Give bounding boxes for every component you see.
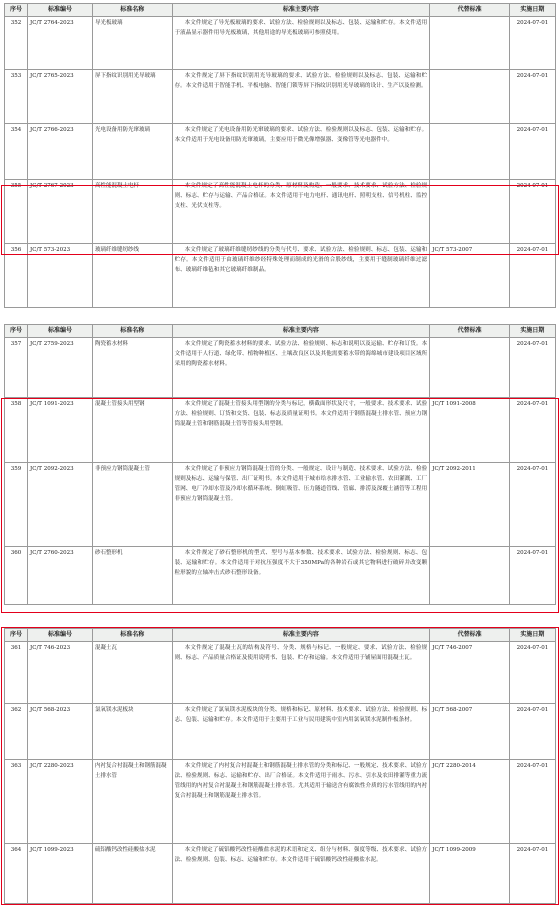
row-content: 本文件规定了氯氧镁水泥板块的分类、规格和标记、原材料、技术要求、试验方法、检验规则、标志、包装、运输和贮存。本文件适用于主要用于工业与民用建筑中室内用氯氧镁水泥制作板条材。 xyxy=(172,704,430,760)
row-content: 本文件规定了导光板玻璃的要求、试验方法、检验规则以及标志、包装、运输和贮存。本文件适用于液晶显示器件用导光板玻璃，其他用途的导光板玻璃可参照使用。 xyxy=(172,17,430,70)
table-row xyxy=(5,398,556,463)
row-replaces: JC/T 1091-2008 xyxy=(430,398,510,463)
row-date: 2024-07-01 xyxy=(509,760,555,844)
header-name: 标准名称 xyxy=(92,325,172,338)
header-replaces: 代替标准 xyxy=(430,4,510,17)
row-no: 354 xyxy=(5,124,28,180)
header-no: 序号 xyxy=(5,629,28,642)
row-date: 2024-07-01 xyxy=(509,244,555,308)
row-name: 混凝土管接头用型钢 xyxy=(92,398,172,463)
header-code: 标准编号 xyxy=(28,629,93,642)
row-name: 硫铝酸钙改性硅酸盐水泥 xyxy=(92,844,172,904)
row-replaces xyxy=(430,180,510,244)
row-replaces xyxy=(430,70,510,124)
table-row xyxy=(5,244,556,308)
row-name: 砂石整形机 xyxy=(92,547,172,605)
header-date: 实施日期 xyxy=(509,629,555,642)
row-no: 363 xyxy=(5,760,28,844)
standards-table-3 xyxy=(4,628,556,904)
row-replaces: JC/T 573-2007 xyxy=(430,244,510,308)
row-code: JC/T 2766-2023 xyxy=(28,124,93,180)
row-no: 357 xyxy=(5,338,28,398)
row-replaces: JC/T 2092-2011 xyxy=(430,463,510,547)
row-name: 玻璃纤维缝纫纱线 xyxy=(92,244,172,308)
row-content: 本文件规定了硫铝酸钙改性硅酸盐水泥的术语和定义、组分与材料、强度等级、技术要求、试验方法、检验规则、包装、标志、运输和贮存。本文件适用于硫铝酸钙改性硅酸盐水泥。 xyxy=(172,844,430,904)
header-replaces: 代替标准 xyxy=(430,325,510,338)
row-content: 本文件规定了高性能混凝土电杆的分类、原材料及构造、一般要求、技术要求、试验方法、检验规则、标志、贮存与运输、产品合格证。本文件适用于电力电杆、通讯电杆、照明支柱、信号机柱、监控支柱、光伏支柱等。 xyxy=(172,180,430,244)
row-no: 356 xyxy=(5,244,28,308)
table-row xyxy=(5,17,556,70)
header-no: 序号 xyxy=(5,325,28,338)
row-no: 352 xyxy=(5,17,28,70)
row-name: 非预应力钢筒混凝土管 xyxy=(92,463,172,547)
row-date: 2024-07-01 xyxy=(509,338,555,398)
row-date: 2024-07-01 xyxy=(509,642,555,704)
header-name: 标准名称 xyxy=(92,4,172,17)
table-row xyxy=(5,704,556,760)
row-content: 本文件规定了屏下指纹识别用光导玻璃的要求、试验方法、检验规则以及标志、包装、运输和贮存。本文件适用于智能手机、平板电脑、智能门锁等屏下指纹识别用光导玻璃的设计、生产以及检测。 xyxy=(172,70,430,124)
row-content: 本文件规定了内衬复合衬混凝土和钢筋混凝土排水管的分类和标记、一般规定、技术要求、试验方法、检验规则、标志、运输和贮存、出厂合格证。本文件适用于雨水、污水、引水及农田排灌等重力流管线用的内衬复合衬混凝土和钢筋混凝土排水管。尤其适用于输送含有腐蚀性介质的污水管线用的内衬复合衬混凝土和钢筋混凝土排水管。 xyxy=(172,760,430,844)
row-code: JC/T 746-2023 xyxy=(28,642,93,704)
table-row xyxy=(5,760,556,844)
row-replaces xyxy=(430,124,510,180)
header-date: 实施日期 xyxy=(509,4,555,17)
table-row xyxy=(5,642,556,704)
row-name: 导光板玻璃 xyxy=(92,17,172,70)
row-no: 362 xyxy=(5,704,28,760)
row-name: 陶瓷蓄水材料 xyxy=(92,338,172,398)
row-code: JC/T 2092-2023 xyxy=(28,463,93,547)
row-code: JC/T 1099-2023 xyxy=(28,844,93,904)
row-date: 2024-07-01 xyxy=(509,844,555,904)
row-content: 本文件规定了非预应力钢筒混凝土管的分类、一般规定、设计与制造、技术要求、试验方法、检验规则及标志、运输与保管、出厂证明书。本文件适用于城市给水排水管、工业输水管、农田灌溉、工厂管网、电厂冷却水管及冷却水循环系统、倒虹吸管、压力隧道管线、管廊、排涝及深覆土涵管等工程用非预应力钢筒混凝土管。 xyxy=(172,463,430,547)
table-row xyxy=(5,124,556,180)
row-no: 359 xyxy=(5,463,28,547)
header-replaces: 代替标准 xyxy=(430,629,510,642)
row-content: 本文件规定了光电设备用防光窜玻璃的要求、试验方法、检验规则以及标志、包装、运输和贮存。本文件适用于光电设备用防光窜玻璃，主要应用于微光像增强器、变像管等光电器件中。 xyxy=(172,124,430,180)
row-code: JC/T 2767-2023 xyxy=(28,180,93,244)
row-content: 本文件规定了混凝土管接头用型钢的分类与标记，横截面形状及尺寸，一般要求、技术要求、试验方法、检验规则、订货和交货、包装、标志及质量证明书。本文件适用于钢筋混凝土排水管、预应力钢筒混凝土管和钢筋混凝土管等管接头用型钢。 xyxy=(172,398,430,463)
row-replaces xyxy=(430,547,510,605)
row-date: 2024-07-01 xyxy=(509,463,555,547)
header-content: 标准主要内容 xyxy=(172,629,430,642)
table-header-row xyxy=(5,629,556,642)
row-name: 屏下指纹识别用光导玻璃 xyxy=(92,70,172,124)
row-no: 353 xyxy=(5,70,28,124)
row-date: 2024-07-01 xyxy=(509,704,555,760)
row-replaces: JC/T 2280-2014 xyxy=(430,760,510,844)
standards-table-1 xyxy=(4,3,556,308)
header-content: 标准主要内容 xyxy=(172,325,430,338)
header-code: 标准编号 xyxy=(28,4,93,17)
row-replaces xyxy=(430,338,510,398)
row-code: JC/T 568-2023 xyxy=(28,704,93,760)
row-date: 2024-07-01 xyxy=(509,17,555,70)
row-no: 364 xyxy=(5,844,28,904)
header-code: 标准编号 xyxy=(28,325,93,338)
row-name: 氯氧镁水泥板块 xyxy=(92,704,172,760)
table-header-row xyxy=(5,4,556,17)
table-row xyxy=(5,547,556,605)
row-code: JC/T 573-2023 xyxy=(28,244,93,308)
header-no: 序号 xyxy=(5,4,28,17)
row-name: 高性能混凝土电杆 xyxy=(92,180,172,244)
row-code: JC/T 2760-2023 xyxy=(28,547,93,605)
row-no: 355 xyxy=(5,180,28,244)
row-date: 2024-07-01 xyxy=(509,547,555,605)
row-content: 本文件规定了陶瓷蓄水材料的要求、试验方法、检验规则、标志和说明以及运输、贮存和订货。本文件适用于人行道、绿化带、植物种植区、土壤改良区以及其他需要蓄水带的海绵城市建设项目区域所采用的陶瓷蓄水材料。 xyxy=(172,338,430,398)
row-replaces: JC/T 746-2007 xyxy=(430,642,510,704)
row-code: JC/T 2764-2023 xyxy=(28,17,93,70)
row-name: 光电设备用防光窜玻璃 xyxy=(92,124,172,180)
row-date: 2024-07-01 xyxy=(509,124,555,180)
header-date: 实施日期 xyxy=(509,325,555,338)
table-row xyxy=(5,338,556,398)
table-row xyxy=(5,463,556,547)
table-header-row xyxy=(5,325,556,338)
row-date: 2024-07-01 xyxy=(509,70,555,124)
row-replaces: JC/T 568-2007 xyxy=(430,704,510,760)
row-content: 本文件规定了砂石整形机的型式、型号与基本参数、技术要求、试验方法、检验规则、标志、包装、运输和贮存。本文件适用于对抗压强度不大于350MPa的各种岩石或其它物料进行破碎并改变颗粒形貌的立轴冲击式砂石整形设备。 xyxy=(172,547,430,605)
row-name: 混凝土瓦 xyxy=(92,642,172,704)
row-content: 本文件规定了混凝土瓦的结构及符号、分类、规格与标记、一般规定、要求、试验方法、检验规则、标志、产品质量合格证及使用说明书、包装、贮存和运输。本文件适用于铺屋面用混凝土瓦。 xyxy=(172,642,430,704)
row-code: JC/T 2280-2023 xyxy=(28,760,93,844)
standards-table-2 xyxy=(4,324,556,605)
row-no: 358 xyxy=(5,398,28,463)
table-row xyxy=(5,180,556,244)
row-date: 2024-07-01 xyxy=(509,398,555,463)
row-replaces xyxy=(430,17,510,70)
row-code: JC/T 1091-2023 xyxy=(28,398,93,463)
row-name: 内衬复合衬混凝土和钢筋混凝土排水管 xyxy=(92,760,172,844)
table-row xyxy=(5,70,556,124)
row-replaces: JC/T 1099-2009 xyxy=(430,844,510,904)
row-code: JC/T 2765-2023 xyxy=(28,70,93,124)
header-name: 标准名称 xyxy=(92,629,172,642)
row-no: 361 xyxy=(5,642,28,704)
row-no: 360 xyxy=(5,547,28,605)
row-code: JC/T 2759-2023 xyxy=(28,338,93,398)
header-content: 标准主要内容 xyxy=(172,4,430,17)
row-content: 本文件规定了玻璃纤维缝纫纱线的分类与代号、要求、试验方法、检验规则、标志、包装、运输和贮存。本文件适用于由玻璃纤维纱经特殊处理而制成的光滑的合股纱线，主要用于缝制玻璃纤维过滤布、玻璃纤维毡和其它玻璃纤维制品。 xyxy=(172,244,430,308)
table-row xyxy=(5,844,556,904)
row-date: 2024-07-01 xyxy=(509,180,555,244)
